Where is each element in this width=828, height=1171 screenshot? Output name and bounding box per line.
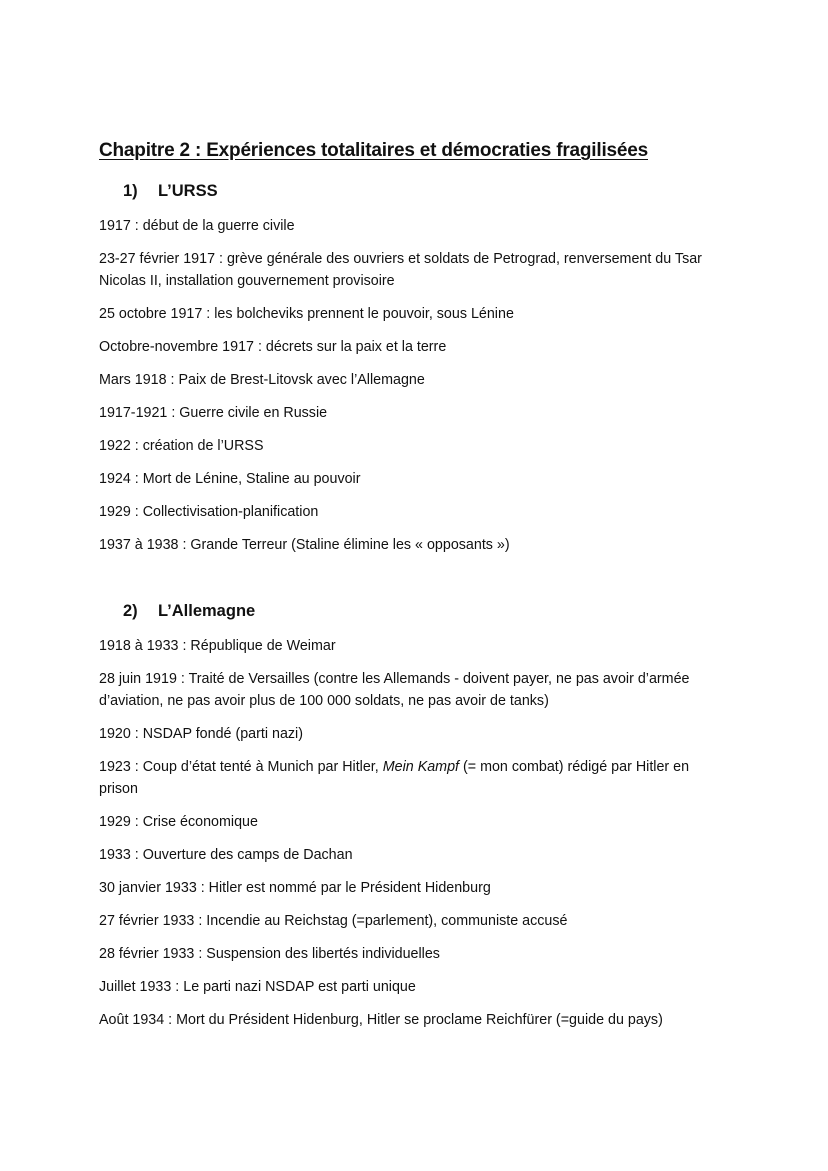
- timeline-entry: Août 1934 : Mort du Président Hidenburg, Hitler se proclame Reichfürer (=guide du pays): [99, 1012, 663, 1028]
- section-title: L’Allemagne: [158, 602, 256, 620]
- timeline-entry: 27 février 1933 : Incendie au Reichstag (=parlement), communiste accusé: [99, 913, 568, 929]
- document-page: [99, 138, 731, 1031]
- timeline-entry: [99, 756, 731, 800]
- section-heading-urss: [99, 180, 731, 202]
- entry-text: (= mon combat) rédigé par Hitler en prison: [99, 759, 690, 797]
- timeline-entry: 28 février 1933 : Suspension des libertés individuelles: [99, 946, 440, 962]
- section-title: L’URSS: [158, 182, 218, 200]
- timeline-entry: 1933 : Ouverture des camps de Dachan: [99, 847, 353, 863]
- timeline-entry: 1929 : Crise économique: [99, 814, 258, 830]
- timeline-entry: 28 juin 1919 : Traité de Versailles (contre les Allemands - doivent payer, ne pas avoir d’armée d’aviation, ne pas avoir plus de 100 000 soldats, ne pas avoir de tanks): [99, 671, 690, 709]
- section-heading-allemagne: [99, 600, 731, 622]
- timeline-entry: 23-27 février 1917 : grève générale des ouvriers et soldats de Petrograd, renversement du Tsar Nicolas II, installation gouvernement provisoire: [99, 251, 702, 289]
- timeline-entry: 1937 à 1938 : Grande Terreur (Staline élimine les « opposants »): [99, 537, 510, 553]
- timeline-entry: Mars 1918 : Paix de Brest-Litovsk avec l’Allemagne: [99, 372, 425, 388]
- timeline-entry: 30 janvier 1933 : Hitler est nommé par le Président Hidenburg: [99, 880, 491, 896]
- timeline-entry: 25 octobre 1917 : les bolcheviks prennent le pouvoir, sous Lénine: [99, 306, 514, 322]
- section-number: 1): [123, 182, 138, 200]
- timeline-entry: 1917 : début de la guerre civile: [99, 218, 295, 234]
- section-number: 2): [123, 602, 138, 620]
- timeline-entry: 1929 : Collectivisation-planification: [99, 504, 319, 520]
- timeline-entry: 1922 : création de l’URSS: [99, 438, 264, 454]
- timeline-entry: Juillet 1933 : Le parti nazi NSDAP est parti unique: [99, 979, 416, 995]
- timeline-entry: 1920 : NSDAP fondé (parti nazi): [99, 726, 303, 742]
- book-title: Mein Kampf: [382, 759, 460, 775]
- chapter-title: Chapitre 2 : Expériences totalitaires et démocraties fragilisées: [99, 140, 648, 161]
- timeline-entry: Octobre-novembre 1917 : décrets sur la paix et la terre: [99, 339, 447, 355]
- timeline-entry: 1917-1921 : Guerre civile en Russie: [99, 405, 328, 421]
- timeline-entry: 1924 : Mort de Lénine, Staline au pouvoir: [99, 471, 361, 487]
- timeline-entry: 1918 à 1933 : République de Weimar: [99, 638, 336, 654]
- entry-text: 1923 : Coup d’état tenté à Munich par Hitler,: [99, 759, 383, 775]
